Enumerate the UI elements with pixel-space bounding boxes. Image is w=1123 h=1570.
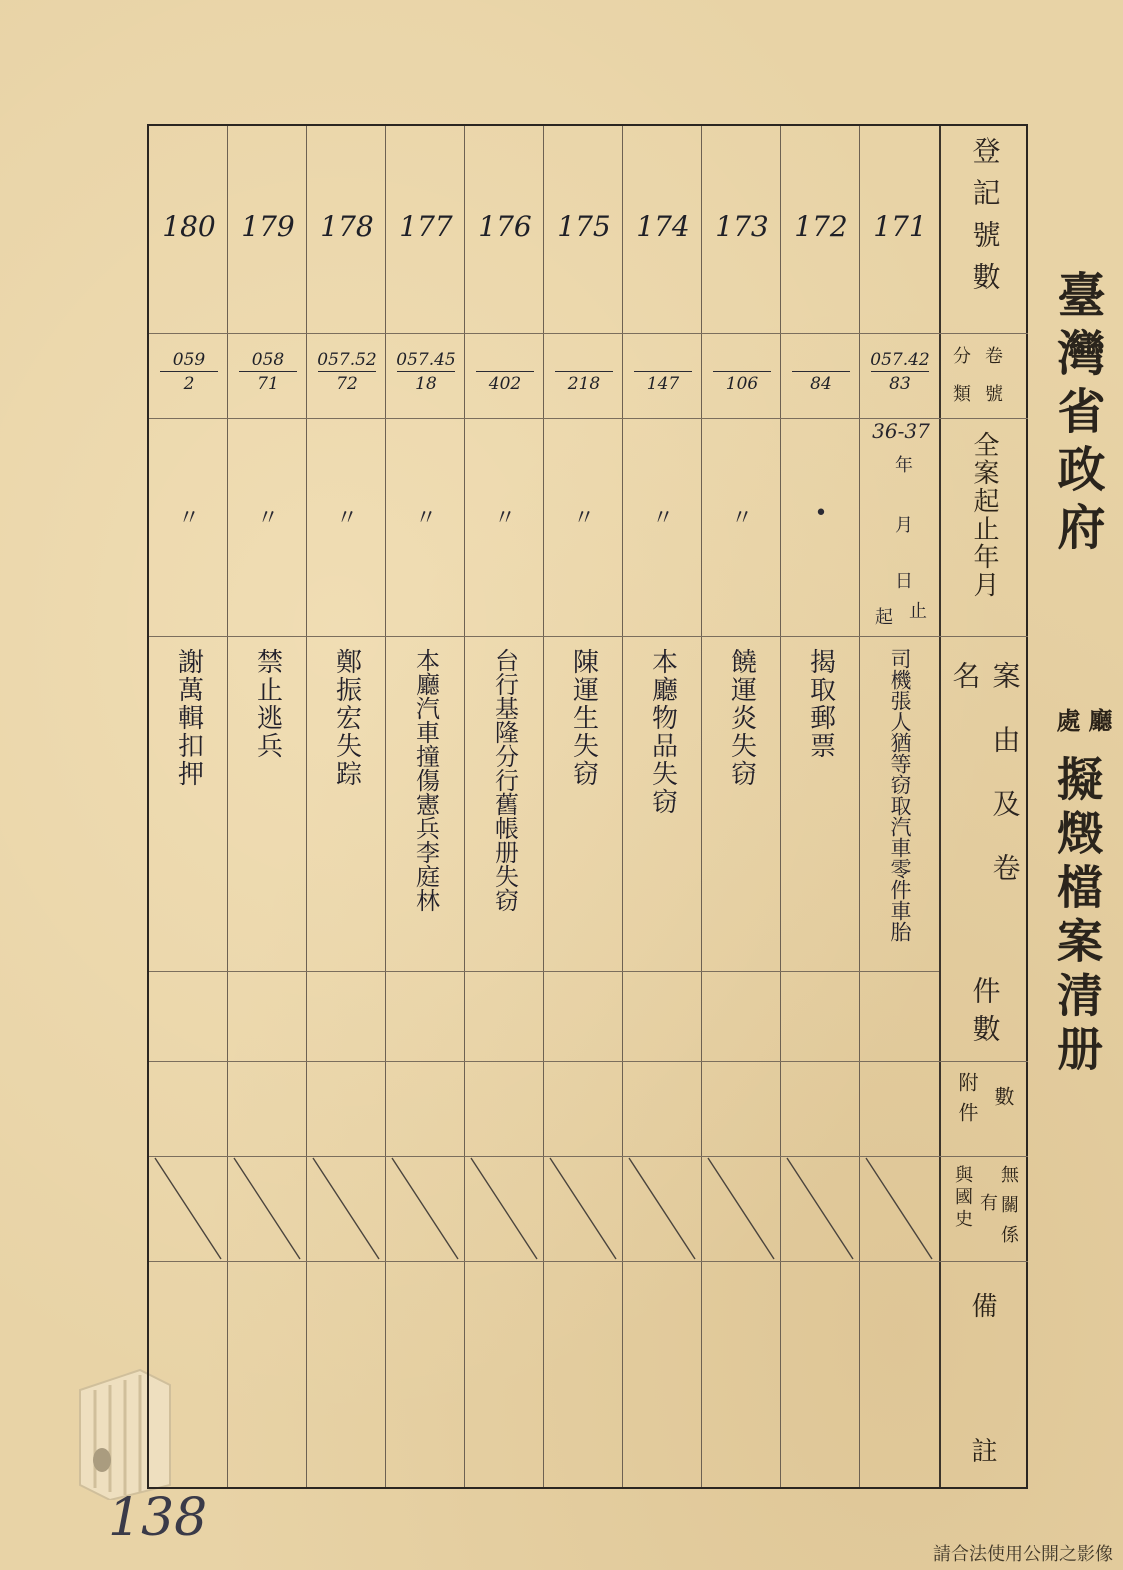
- subject-text: 揭取郵票: [805, 648, 836, 760]
- reg-no-172: 172: [794, 210, 848, 243]
- subject-text: 本廳汽車撞傷憲兵李庭林: [411, 648, 440, 912]
- header-class-top-a: 卷: [985, 346, 1003, 367]
- header-count: 件數: [968, 976, 1002, 1052]
- ditto-mark-179: 〃: [256, 506, 279, 531]
- subject-text: 禁止逃兵: [252, 648, 283, 760]
- column-header-strip: [941, 126, 1028, 1489]
- header-attach: [941, 1066, 1028, 1152]
- class-top: 057.45: [396, 350, 456, 370]
- class-top: 057.42: [870, 350, 930, 370]
- unit-label-chu: 處: [1052, 708, 1081, 732]
- subject-177: [387, 648, 465, 978]
- header-relevance-c: 與國史: [952, 1165, 973, 1231]
- diagonal-stroke: [708, 1158, 774, 1259]
- subject-text: 饒運炎失窃: [726, 648, 757, 788]
- class-no-172: [782, 349, 860, 409]
- ditto-mark-180: 〃: [177, 506, 200, 531]
- subject-text: 本廳物品失窃: [647, 648, 678, 816]
- diagonal-stroke: [392, 1158, 458, 1259]
- ditto-mark-175: 〃: [572, 506, 595, 531]
- class-bottom: 71: [257, 374, 279, 394]
- header-remarks-a: 備: [971, 1292, 998, 1322]
- class-top: 059: [172, 350, 206, 370]
- date-month-char: 月: [895, 515, 913, 536]
- class-top: 057.52: [317, 350, 377, 370]
- class-bottom: 106: [725, 374, 759, 394]
- class-no-176: [466, 349, 544, 409]
- subject-text: 司機張人猶等窃取汽車零件車胎: [888, 648, 912, 942]
- diagonal-stroke: [787, 1158, 853, 1259]
- class-bottom: 84: [810, 374, 832, 394]
- diagonal-stroke: [234, 1158, 300, 1259]
- header-attach-b: 附件: [955, 1072, 979, 1132]
- row-divider: [149, 1261, 1028, 1262]
- subject-171: [861, 648, 939, 978]
- ditto-mark-172: •: [814, 501, 828, 526]
- header-class-no: [941, 338, 1028, 414]
- unit-label-ting: 廳: [1084, 708, 1113, 732]
- strike-through-diagonals: [149, 1156, 939, 1261]
- ditto-mark-173: 〃: [730, 506, 753, 531]
- class-bottom: 2: [183, 374, 195, 394]
- header-date-range: 全案起止年月: [969, 431, 999, 599]
- class-bottom: 72: [336, 374, 358, 394]
- reg-no-178: 178: [320, 210, 374, 243]
- subject-text: 鄭振宏失踪: [331, 648, 362, 788]
- subject-180: [150, 648, 228, 978]
- diagonal-stroke: [155, 1158, 221, 1259]
- subject-179: [229, 648, 307, 978]
- reg-no-176: 176: [478, 210, 532, 243]
- date-end-char: 止: [909, 601, 927, 622]
- usage-watermark: 請合法使用公開之影像: [933, 1544, 1113, 1565]
- reg-no-180: 180: [162, 210, 216, 243]
- subject-175: [545, 648, 623, 978]
- subject-text: 陳運生失窃: [568, 648, 599, 788]
- subject-178: [308, 648, 386, 978]
- subject-173: [703, 648, 781, 978]
- class-no-173: [703, 349, 781, 409]
- subject-174: [624, 648, 702, 978]
- header-reg-no: 登記號數: [968, 136, 1002, 304]
- header-class-bot-b: 類: [953, 384, 971, 405]
- class-bottom: 18: [415, 374, 437, 394]
- class-top: 058: [251, 350, 285, 370]
- class-bottom: 402: [488, 374, 522, 394]
- header-class-top-b: 號: [985, 384, 1003, 405]
- subject-172: [782, 648, 860, 978]
- date-range-171: [861, 419, 941, 634]
- row-divider: [149, 333, 1028, 334]
- class-no-177: [387, 349, 465, 409]
- ditto-mark-177: 〃: [414, 506, 437, 531]
- register-table: [147, 124, 1028, 1489]
- diagonal-stroke: [471, 1158, 537, 1259]
- reg-no-171: 171: [873, 210, 927, 243]
- class-bottom: 147: [646, 374, 680, 394]
- header-relevance: [941, 1161, 1028, 1256]
- row-divider: [149, 636, 1028, 637]
- ditto-mark-176: 〃: [493, 506, 516, 531]
- subject-176: [466, 648, 544, 978]
- date-years: 36-37: [872, 419, 930, 443]
- header-remarks-b: 註: [971, 1437, 998, 1467]
- diagonal-stroke: [866, 1158, 932, 1259]
- header-relevance-a: 無關係: [998, 1165, 1019, 1255]
- class-bottom: 83: [889, 374, 911, 394]
- ditto-mark-178: 〃: [335, 506, 358, 531]
- header-relevance-b: 有: [977, 1193, 998, 1211]
- diagonal-stroke: [550, 1158, 616, 1259]
- subject-text: 台行基隆分行舊帳册失窃: [490, 648, 519, 912]
- class-no-179: [229, 349, 307, 409]
- reg-no-174: 174: [636, 210, 690, 243]
- header-subject: 案由及卷名: [948, 661, 1022, 917]
- class-no-171: [861, 349, 939, 409]
- ditto-mark-174: 〃: [651, 506, 674, 531]
- date-year-char: 年: [895, 455, 913, 476]
- class-no-178: [308, 349, 386, 409]
- handwritten-page-number: 138: [108, 1488, 208, 1548]
- header-class-bot-a: 分: [953, 346, 971, 367]
- government-title: 臺灣省政府: [1049, 270, 1105, 560]
- header-attach-a: 數: [991, 1086, 1015, 1106]
- date-start-char: 起: [875, 607, 893, 628]
- date-day-char: 日: [895, 571, 913, 592]
- class-no-175: [545, 349, 623, 409]
- subject-text: 謝萬輯扣押: [173, 648, 204, 788]
- diagonal-stroke: [629, 1158, 695, 1259]
- reg-no-175: 175: [557, 210, 611, 243]
- reg-no-177: 177: [399, 210, 453, 243]
- class-bottom: 218: [567, 374, 601, 394]
- row-divider: [149, 1061, 1028, 1062]
- class-no-174: [624, 349, 702, 409]
- reg-no-179: 179: [241, 210, 295, 243]
- class-no-180: [150, 349, 228, 409]
- reg-no-173: 173: [715, 210, 769, 243]
- register-subtitle: 擬燬檔案清册: [1050, 755, 1104, 1079]
- diagonal-stroke: [313, 1158, 379, 1259]
